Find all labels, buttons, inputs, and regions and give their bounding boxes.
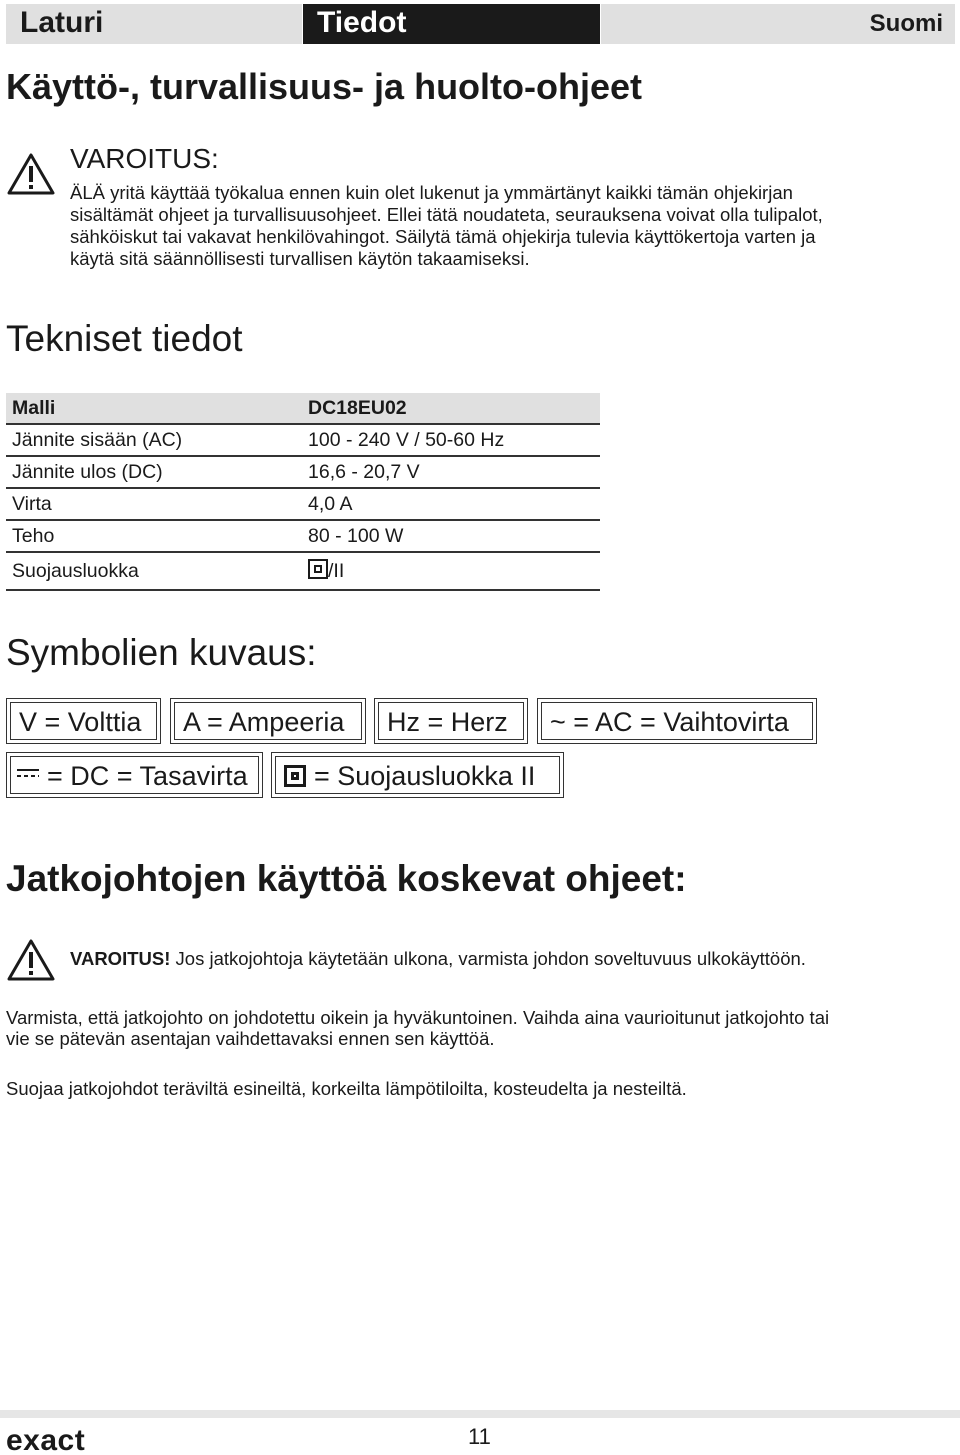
symbol-text-dc — [17, 761, 248, 792]
table-row — [6, 520, 600, 552]
symbol-text: = Suojausluokka II — [314, 761, 536, 791]
svg-text:exact: exact — [6, 1426, 86, 1454]
header-left-label: Laturi — [20, 6, 104, 39]
symbol-text: V = Volttia — [19, 707, 142, 737]
warning-text — [70, 182, 940, 270]
tech-section-title: Tekniset tiedot — [6, 318, 243, 359]
dc-current-icon — [17, 769, 39, 781]
symbol-text: A = Ampeeria — [183, 707, 345, 737]
tech-value: DC18EU02 — [304, 393, 600, 424]
header-tab-language — [601, 4, 955, 44]
paragraph-line: Varmista, että jatkojohto on johdotettu oikein ja hyväkuntoinen. Vaihda aina vaurioitunut jatkojohto tai — [6, 1007, 830, 1028]
paragraph-line: vie se pätevän asentajan vaihdettavaksi ennen sen käyttöä. — [6, 1028, 495, 1049]
symbol-text-protection — [284, 761, 535, 792]
warning-line: sisältämät ohjeet ja turvallisuusohjeet. Ellei tätä noudateta, seurauksena voivat olla tulipalot, — [70, 204, 823, 225]
symbol-box-ampere — [170, 698, 366, 744]
tech-value: 80 - 100 W — [304, 520, 600, 552]
tech-label: Teho — [6, 520, 304, 552]
symbol-text: ~ = AC = Vaihtovirta — [550, 707, 789, 737]
header-tab-tiedot — [303, 4, 600, 44]
warning-line: ÄLÄ yritä käyttää työkalua ennen kuin olet lukenut ja ymmärtänyt kaikki tämän ohjekirjan — [70, 182, 793, 203]
table-row — [6, 424, 600, 456]
extension-warning — [70, 948, 950, 970]
tech-value: 16,6 - 20,7 V — [304, 456, 600, 488]
footer-divider — [0, 1410, 960, 1418]
symbol-box-herz — [374, 698, 528, 744]
header-language-label: Suomi — [869, 10, 943, 37]
extension-paragraph-2: Suojaa jatkojohdot teräviltä esineiltä, korkeilta lämpötiloilta, kosteudelta ja nesteiltä. — [6, 1078, 687, 1099]
symbol-text: = DC = Tasavirta — [47, 761, 248, 791]
warning-line: käytä sitä säännöllisesti turvallisen käytön takaamiseksi. — [70, 248, 530, 269]
warning-triangle-icon — [6, 938, 56, 982]
extension-warning-text: Jos jatkojohtoja käytetään ulkona, varmista johdon soveltuvuus ulkokäyttöön. — [170, 948, 806, 969]
extension-paragraph-1 — [6, 1007, 946, 1049]
table-row — [6, 552, 600, 590]
tech-table — [6, 393, 600, 591]
extension-section-title: Jatkojohtojen käyttöä koskevat ohjeet: — [6, 858, 687, 899]
warning-triangle-icon — [6, 152, 56, 196]
brand-logo — [6, 1426, 138, 1454]
page-number: 11 — [468, 1424, 491, 1449]
table-row — [6, 456, 600, 488]
protection-class-ii-icon — [284, 765, 306, 787]
tech-value: 4,0 A — [304, 488, 600, 520]
table-row — [6, 488, 600, 520]
tech-label: Virta — [6, 488, 304, 520]
tech-label: Jännite ulos (DC) — [6, 456, 304, 488]
table-row — [6, 393, 600, 424]
header-center-label: Tiedot — [317, 6, 407, 39]
symbol-box-protection-class — [271, 752, 564, 798]
symbol-text: Hz = Herz — [387, 707, 508, 737]
symbols-section-title: Symbolien kuvaus: — [6, 632, 317, 673]
tech-label: Suojausluokka — [6, 552, 304, 590]
protection-class-value: /II — [328, 560, 345, 582]
header-tab-laturi — [6, 4, 302, 44]
symbol-box-volt — [6, 698, 161, 744]
warning-title: VAROITUS: — [70, 143, 219, 174]
page-title: Käyttö-, turvallisuus- ja huolto-ohjeet — [6, 66, 643, 107]
warning-line: sähköiskut tai vakavat henkilövahingot. Säilytä tämä ohjekirja tulevia käyttökertoja varten ja — [70, 226, 816, 247]
tech-label: Jännite sisään (AC) — [6, 424, 304, 456]
extension-warning-label: VAROITUS! — [70, 948, 171, 969]
symbol-box-ac — [537, 698, 817, 744]
tech-value: 100 - 240 V / 50-60 Hz — [304, 424, 600, 456]
symbol-box-dc — [6, 752, 263, 798]
tech-value-protection — [304, 552, 600, 590]
tech-label: Malli — [6, 393, 304, 424]
protection-class-ii-icon — [308, 559, 328, 579]
